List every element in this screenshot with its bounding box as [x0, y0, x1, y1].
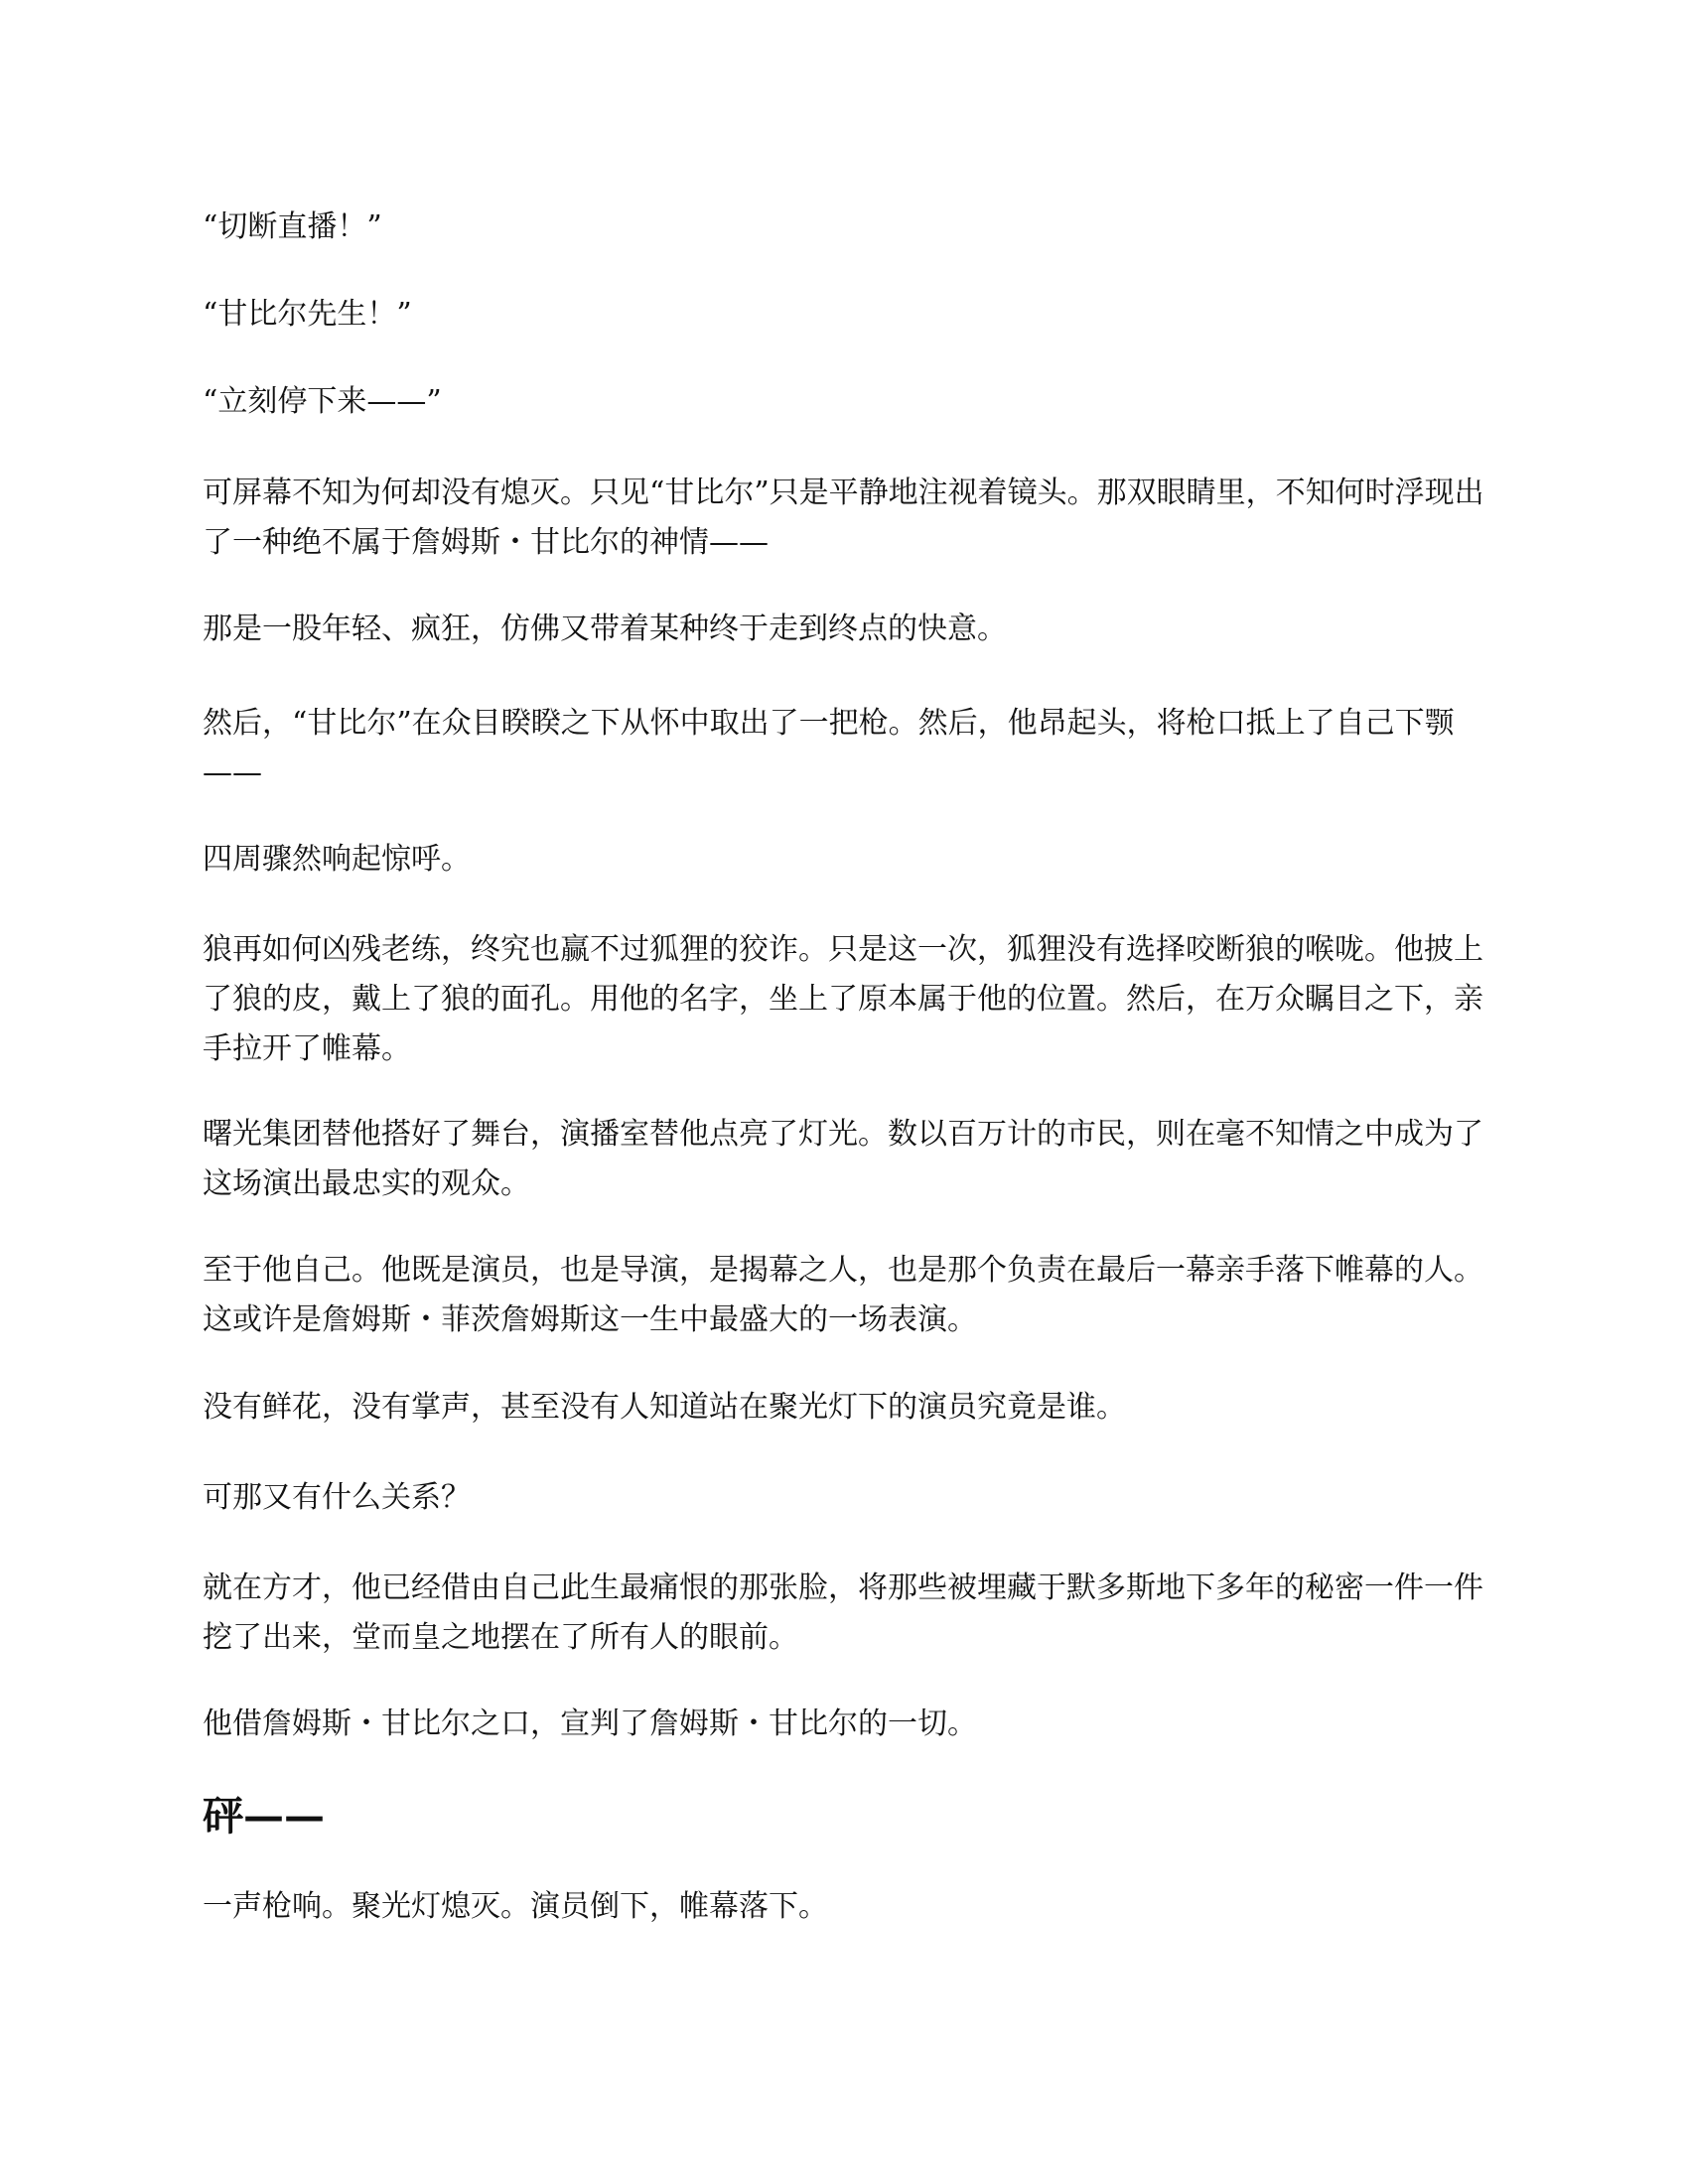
- paragraph-10: 至于他自己。他既是演员，也是导演，是揭幕之人，也是那个负责在最后一幕亲手落下帷幕的人。这或许是詹姆斯・菲茨詹姆斯这一生中最盛大的一场表演。: [203, 1253, 1483, 1337]
- paragraph-12: 可那又有什么关系？: [203, 1480, 471, 1515]
- onomatopoeia-heading: 砰——: [203, 1792, 325, 1840]
- paragraph-3: “立刻停下来——”: [203, 384, 442, 419]
- paragraph-6: 然后，“甘比尔”在众目睽睽之下从怀中取出了一把枪。然后，他昂起头，将枪口抵上了自己下颚——: [203, 706, 1455, 790]
- paragraph-14: 他借詹姆斯・甘比尔之口，宣判了詹姆斯・甘比尔的一切。: [203, 1706, 977, 1741]
- paragraph-5: 那是一股年轻、疯狂，仿佛又带着某种终于走到终点的快意。: [203, 612, 1007, 646]
- paragraph-7: 四周骤然响起惊呼。: [203, 842, 471, 877]
- paragraph-2: “甘比尔先生！”: [203, 297, 412, 332]
- paragraph-11: 没有鲜花，没有掌声，甚至没有人知道站在聚光灯下的演员究竟是谁。: [203, 1390, 1126, 1425]
- paragraph-9: 曙光集团替他搭好了舞台，演播室替他点亮了灯光。数以百万计的市民，则在毫不知情之中成为了这场演出最忠实的观众。: [203, 1117, 1483, 1201]
- paragraph-1: “切断直播！”: [203, 209, 382, 244]
- paragraph-8: 狼再如何凶残老练，终究也赢不过狐狸的狡诈。只是这一次，狐狸没有选择咬断狼的喉咙。他披上了狼的皮，戴上了狼的面孔。用他的名字，坐上了原本属于他的位置。然后，在万众瞩目之下，亲手拉开了帷幕。: [203, 932, 1483, 1066]
- closing-paragraph: 一声枪响。聚光灯熄灭。演员倒下，帷幕落下。: [203, 1889, 828, 1924]
- paragraph-13: 就在方才，他已经借由自己此生最痛恨的那张脸，将那些被埋藏于默多斯地下多年的秘密一件一件挖了出来，堂而皇之地摆在了所有人的眼前。: [203, 1570, 1483, 1655]
- paragraph-4: 可屏幕不知为何却没有熄灭。只见“甘比尔”只是平静地注视着镜头。那双眼睛里，不知何时浮现出了一种绝不属于詹姆斯・甘比尔的神情——: [203, 476, 1484, 560]
